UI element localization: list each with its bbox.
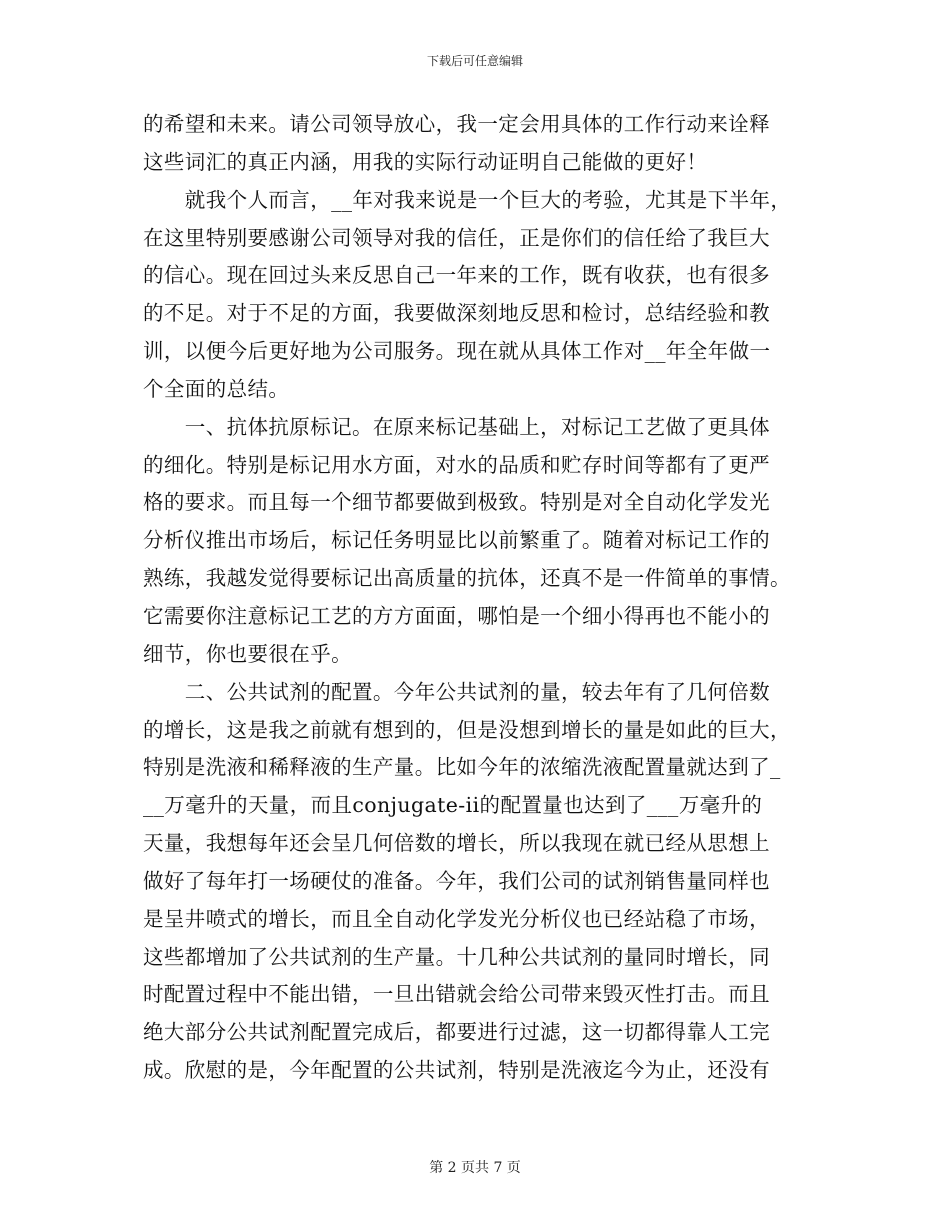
page-footer: 第 2 页共 7 页 — [429, 1160, 521, 1176]
text-line: 天量，我想每年还会呈几何倍数的增长，所以我现在就已经从思想上 — [143, 831, 770, 856]
text-line: 的增长，这是我之前就有想到的，但是没想到增长的量是如此的巨大， — [143, 717, 791, 742]
text-line: 时配置过程中不能出错，一旦出错就会给公司带来毁灭性打击。而且 — [143, 982, 770, 1007]
text-line: 的希望和未来。请公司领导放心，我一定会用具体的工作行动来诠释 — [143, 112, 770, 136]
text-line: 训，以便今后更好地为公司服务。现在就从具体工作对__年全年做一 — [143, 339, 771, 364]
text-line: 绝大部分公共试剂配置完成后，都要进行过滤，这一切都得靠人工完 — [143, 1020, 770, 1045]
text-line: 格的要求。而且每一个细节都要做到极致。特别是对全自动化学发光 — [143, 490, 770, 515]
text-line: 的不足。对于不足的方面，我要做深刻地反思和检讨，总结经验和教 — [143, 301, 770, 326]
page-header: 下载后可任意编辑 — [426, 54, 523, 68]
text-line: 熟练，我越发觉得要标记出高质量的抗体，还真不是一件简单的事情。 — [143, 566, 791, 591]
text-line: 的细化。特别是标记用水方面，对水的品质和贮存时间等都有了更严 — [143, 452, 770, 477]
text-line: 分析仪推出市场后，标记任务明显比以前繁重了。随着对标记工作的 — [143, 528, 770, 553]
text-line: 一、抗体抗原标记。在原来标记基础上，对标记工艺做了更具体 — [143, 414, 770, 439]
text-line: 这些都增加了公共试剂的生产量。十几种公共试剂的量同时增长，同 — [143, 944, 770, 969]
text-line: __万毫升的天量，而且conjugate-ii的配置量也达到了___万毫升的 — [143, 793, 763, 818]
text-line: 就我个人而言，__年对我来说是一个巨大的考验，尤其是下半年， — [143, 187, 792, 212]
text-line: 做好了每年打一场硬仗的准备。今年，我们公司的试剂销售量同样也 — [143, 868, 770, 893]
text-line: 的信心。现在回过头来反思自己一年来的工作，既有收获，也有很多 — [143, 263, 770, 288]
text-line: 成。欣慰的是，今年配置的公共试剂，特别是洗液迄今为止，还没有 — [143, 1058, 770, 1083]
text-line: 细节，你也要很在乎。 — [143, 641, 352, 666]
text-line: 它需要你注意标记工艺的方方面面，哪怕是一个细小得再也不能小的 — [143, 603, 770, 628]
text-line: 在这里特别要感谢公司领导对我的信任，正是你们的信任给了我巨大 — [143, 225, 770, 250]
text-line: 特别是洗液和稀释液的生产量。比如今年的浓缩洗液配置量就达到了_ — [143, 755, 781, 780]
text-line: 是呈井喷式的增长，而且全自动化学发光分析仪也已经站稳了市场， — [143, 906, 770, 931]
text-line: 二、公共试剂的配置。今年公共试剂的量，较去年有了几何倍数 — [143, 679, 770, 704]
text-line: 这些词汇的真正内涵，用我的实际行动证明自己能做的更好！ — [143, 149, 708, 174]
document-body — [143, 106, 807, 1090]
text-line: 个全面的总结。 — [143, 376, 290, 401]
